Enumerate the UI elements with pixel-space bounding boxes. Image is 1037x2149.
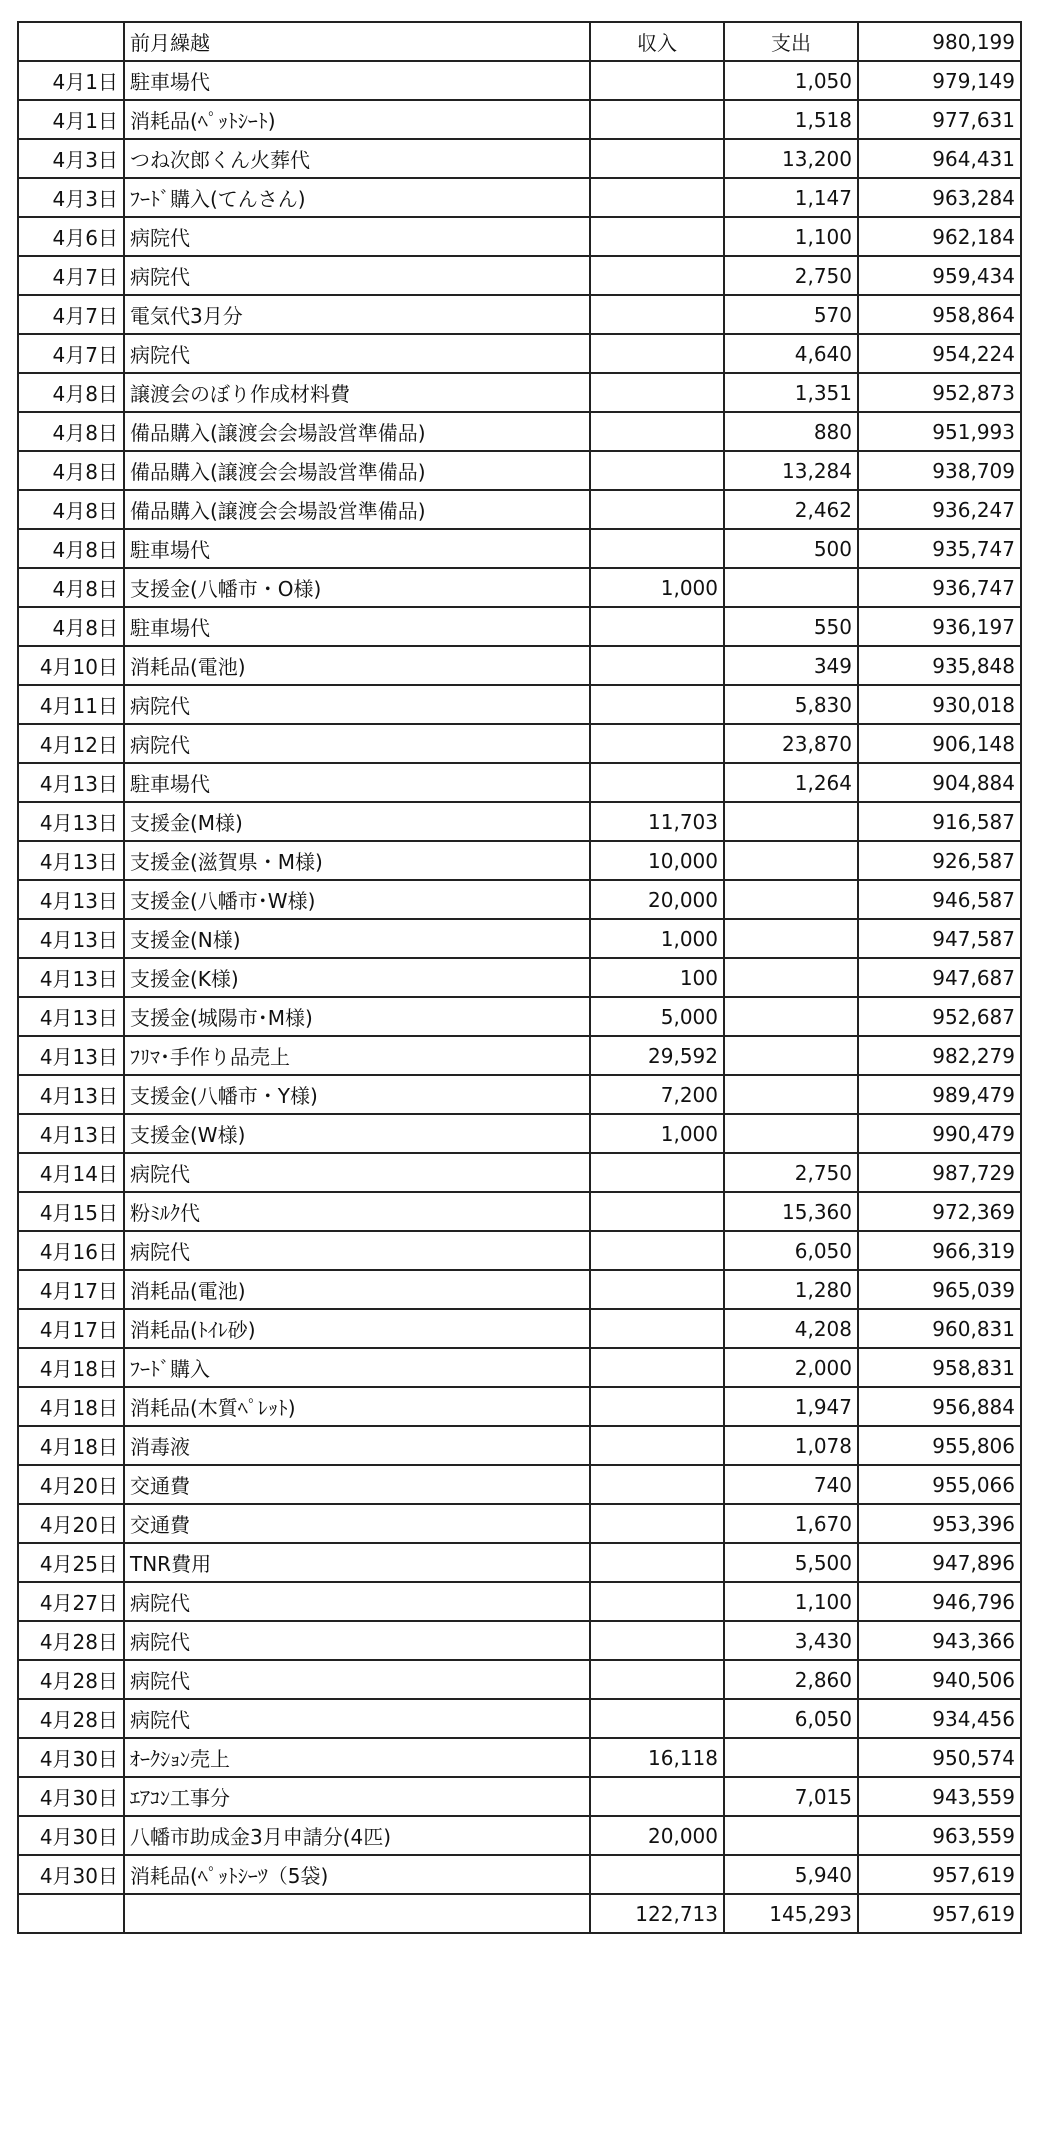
entry-expense: 6,050 [724,1231,858,1270]
entry-date: 4月13日 [18,958,124,997]
entry-description: 支援金(W様) [124,1114,590,1153]
entry-description: 支援金(M様) [124,802,590,841]
entry-income [590,1621,724,1660]
entry-balance: 940,506 [858,1660,1021,1699]
entry-date: 4月13日 [18,919,124,958]
entry-expense: 2,000 [724,1348,858,1387]
entry-date: 4月30日 [18,1816,124,1855]
entry-income: 11,703 [590,802,724,841]
entry-income: 1,000 [590,919,724,958]
entry-income [590,412,724,451]
entry-description: 支援金(八幡市・O様) [124,568,590,607]
entry-description: ｵｰｸｼｮﾝ売上 [124,1738,590,1777]
entry-expense: 2,462 [724,490,858,529]
entry-date: 4月11日 [18,685,124,724]
entry-balance: 935,848 [858,646,1021,685]
table-row [18,295,1021,334]
entry-balance: 943,559 [858,1777,1021,1816]
table-row [18,724,1021,763]
entry-expense [724,997,858,1036]
entry-date: 4月8日 [18,568,124,607]
entry-balance: 951,993 [858,412,1021,451]
entry-expense: 15,360 [724,1192,858,1231]
entry-income: 10,000 [590,841,724,880]
entry-balance: 964,431 [858,139,1021,178]
entry-expense: 3,430 [724,1621,858,1660]
entry-balance: 954,224 [858,334,1021,373]
entry-balance: 946,587 [858,880,1021,919]
entry-date: 4月3日 [18,139,124,178]
entry-expense: 6,050 [724,1699,858,1738]
table-row [18,1231,1021,1270]
entry-expense: 1,518 [724,100,858,139]
entry-income [590,1309,724,1348]
table-row [18,802,1021,841]
table-row [18,334,1021,373]
table-row [18,1660,1021,1699]
entry-description: ﾌｰﾄﾞ購入(てんさん) [124,178,590,217]
table-row [18,412,1021,451]
entry-expense: 23,870 [724,724,858,763]
entry-income: 20,000 [590,880,724,919]
ledger-table [17,21,1022,1934]
entry-balance: 950,574 [858,1738,1021,1777]
entry-expense: 5,500 [724,1543,858,1582]
entry-balance: 963,559 [858,1816,1021,1855]
entry-balance: 966,319 [858,1231,1021,1270]
entry-expense: 1,100 [724,217,858,256]
totals-label [124,1894,590,1933]
entry-balance: 963,284 [858,178,1021,217]
entry-description: 病院代 [124,685,590,724]
table-row [18,1192,1021,1231]
entry-date: 4月13日 [18,997,124,1036]
entry-description: 病院代 [124,1660,590,1699]
entry-balance: 960,831 [858,1309,1021,1348]
entry-expense: 1,351 [724,373,858,412]
table-row [18,1075,1021,1114]
table-row [18,1855,1021,1894]
table-row [18,1504,1021,1543]
entry-description: 支援金(城陽市･M様) [124,997,590,1036]
entry-date: 4月20日 [18,1465,124,1504]
entry-description: 支援金(K様) [124,958,590,997]
entry-date: 4月12日 [18,724,124,763]
entry-income: 7,200 [590,1075,724,1114]
entry-date: 4月13日 [18,802,124,841]
table-row [18,1153,1021,1192]
table-row [18,139,1021,178]
table-row [18,100,1021,139]
table-row [18,1543,1021,1582]
entry-balance: 982,279 [858,1036,1021,1075]
entry-date: 4月30日 [18,1738,124,1777]
table-row [18,880,1021,919]
entry-description: 八幡市助成金3月申請分(4匹) [124,1816,590,1855]
entry-balance: 979,149 [858,61,1021,100]
ledger-body [18,22,1021,1933]
table-row [18,607,1021,646]
entry-income [590,1777,724,1816]
entry-description: ﾌｰﾄﾞ購入 [124,1348,590,1387]
table-row [18,1621,1021,1660]
header-row [18,22,1021,61]
entry-expense [724,1114,858,1153]
entry-date: 4月8日 [18,412,124,451]
table-row [18,1816,1021,1855]
entry-date: 4月1日 [18,61,124,100]
entry-date: 4月7日 [18,295,124,334]
entry-income: 1,000 [590,1114,724,1153]
table-row [18,1387,1021,1426]
table-row [18,1036,1021,1075]
entry-balance: 972,369 [858,1192,1021,1231]
entry-income [590,490,724,529]
entry-expense: 4,640 [724,334,858,373]
entry-income [590,763,724,802]
final-balance: 957,619 [858,1894,1021,1933]
table-row [18,841,1021,880]
entry-date: 4月25日 [18,1543,124,1582]
entry-date: 4月8日 [18,373,124,412]
entry-expense: 880 [724,412,858,451]
entry-description: 交通費 [124,1465,590,1504]
entry-expense: 2,750 [724,256,858,295]
table-row [18,646,1021,685]
entry-expense: 13,284 [724,451,858,490]
entry-description: 消毒液 [124,1426,590,1465]
entry-expense: 1,147 [724,178,858,217]
entry-description: 電気代3月分 [124,295,590,334]
entry-balance: 955,066 [858,1465,1021,1504]
entry-income [590,1543,724,1582]
entry-balance: 935,747 [858,529,1021,568]
entry-description: 駐車場代 [124,607,590,646]
entry-expense [724,1036,858,1075]
entry-expense: 1,100 [724,1582,858,1621]
entry-balance: 977,631 [858,100,1021,139]
entry-description: 病院代 [124,724,590,763]
carryover-balance: 980,199 [858,22,1021,61]
table-row [18,256,1021,295]
entry-income [590,373,724,412]
entry-expense: 570 [724,295,858,334]
entry-expense: 4,208 [724,1309,858,1348]
entry-date: 4月17日 [18,1270,124,1309]
entry-date: 4月30日 [18,1777,124,1816]
entry-expense: 349 [724,646,858,685]
entry-description: ｴｱｺﾝ工事分 [124,1777,590,1816]
entry-date: 4月27日 [18,1582,124,1621]
entry-description: 病院代 [124,1582,590,1621]
entry-balance: 930,018 [858,685,1021,724]
entry-description: ﾌﾘﾏ･手作り品売上 [124,1036,590,1075]
entry-income [590,724,724,763]
entry-income [590,451,724,490]
entry-expense: 1,050 [724,61,858,100]
entry-description: 病院代 [124,1231,590,1270]
entry-date: 4月18日 [18,1387,124,1426]
table-row [18,1738,1021,1777]
carryover-label: 前月繰越 [124,22,590,61]
table-row [18,919,1021,958]
entry-balance: 904,884 [858,763,1021,802]
entry-expense: 1,078 [724,1426,858,1465]
table-row [18,958,1021,997]
entry-description: 駐車場代 [124,61,590,100]
entry-expense [724,1816,858,1855]
table-row [18,997,1021,1036]
entry-income [590,178,724,217]
table-row [18,373,1021,412]
expense-column-header: 支出 [724,22,858,61]
entry-description: 譲渡会のぼり作成材料費 [124,373,590,412]
entry-expense [724,802,858,841]
entry-balance: 989,479 [858,1075,1021,1114]
entry-balance: 952,687 [858,997,1021,1036]
entry-balance: 962,184 [858,217,1021,256]
totals-row [18,1894,1021,1933]
entry-description: 支援金(八幡市･W様) [124,880,590,919]
entry-balance: 958,864 [858,295,1021,334]
entry-date: 4月14日 [18,1153,124,1192]
entry-expense: 500 [724,529,858,568]
entry-expense: 1,947 [724,1387,858,1426]
entry-income [590,139,724,178]
entry-date: 4月13日 [18,763,124,802]
entry-date: 4月18日 [18,1348,124,1387]
entry-date: 4月8日 [18,490,124,529]
entry-date: 4月13日 [18,1036,124,1075]
entry-income [590,295,724,334]
entry-description: 病院代 [124,334,590,373]
entry-description: 備品購入(譲渡会会場設営準備品) [124,412,590,451]
entry-income [590,1348,724,1387]
entry-date: 4月15日 [18,1192,124,1231]
entry-income [590,1270,724,1309]
table-row [18,1426,1021,1465]
entry-expense [724,568,858,607]
entry-income [590,61,724,100]
entry-balance: 947,587 [858,919,1021,958]
table-row [18,1114,1021,1153]
entry-description: 支援金(N様) [124,919,590,958]
entry-income [590,1504,724,1543]
total-expense: 145,293 [724,1894,858,1933]
entry-date: 4月28日 [18,1660,124,1699]
entry-description: 駐車場代 [124,529,590,568]
entry-income [590,334,724,373]
entry-description: 消耗品(電池) [124,1270,590,1309]
entry-expense: 740 [724,1465,858,1504]
entry-description: 消耗品(電池) [124,646,590,685]
entry-description: 消耗品(木質ﾍﾟﾚｯﾄ) [124,1387,590,1426]
table-row [18,178,1021,217]
table-row [18,1699,1021,1738]
entry-income [590,685,724,724]
entry-balance: 934,456 [858,1699,1021,1738]
table-row [18,568,1021,607]
entry-expense [724,841,858,880]
entry-expense: 1,280 [724,1270,858,1309]
entry-balance: 936,247 [858,490,1021,529]
entry-expense [724,958,858,997]
entry-balance: 955,806 [858,1426,1021,1465]
entry-description: 病院代 [124,1699,590,1738]
entry-balance: 943,366 [858,1621,1021,1660]
table-row [18,529,1021,568]
entry-balance: 936,197 [858,607,1021,646]
entry-income [590,1387,724,1426]
entry-date: 4月18日 [18,1426,124,1465]
entry-balance: 965,039 [858,1270,1021,1309]
entry-description: 病院代 [124,217,590,256]
entry-expense [724,880,858,919]
entry-income: 5,000 [590,997,724,1036]
table-row [18,1582,1021,1621]
table-row [18,685,1021,724]
entry-balance: 952,873 [858,373,1021,412]
entry-balance: 957,619 [858,1855,1021,1894]
table-row [18,217,1021,256]
entry-date: 4月8日 [18,607,124,646]
entry-description: 支援金(八幡市・Y様) [124,1075,590,1114]
entry-date: 4月28日 [18,1621,124,1660]
entry-date: 4月6日 [18,217,124,256]
entry-date: 4月20日 [18,1504,124,1543]
entry-income [590,217,724,256]
entry-expense: 2,750 [724,1153,858,1192]
entry-balance: 958,831 [858,1348,1021,1387]
entry-income [590,1582,724,1621]
totals-date [18,1894,124,1933]
entry-balance: 956,884 [858,1387,1021,1426]
entry-income: 16,118 [590,1738,724,1777]
table-row [18,451,1021,490]
entry-date: 4月8日 [18,529,124,568]
entry-date: 4月1日 [18,100,124,139]
entry-date: 4月16日 [18,1231,124,1270]
entry-description: 粉ﾐﾙｸ代 [124,1192,590,1231]
entry-balance: 947,687 [858,958,1021,997]
entry-income [590,1660,724,1699]
entry-expense: 13,200 [724,139,858,178]
entry-description: 消耗品(ﾄｲﾚ砂) [124,1309,590,1348]
entry-income: 100 [590,958,724,997]
entry-expense [724,1075,858,1114]
entry-balance: 916,587 [858,802,1021,841]
entry-description: TNR費用 [124,1543,590,1582]
entry-description: つね次郎くん火葬代 [124,139,590,178]
table-row [18,61,1021,100]
entry-income [590,607,724,646]
entry-description: 病院代 [124,1153,590,1192]
entry-date: 4月8日 [18,451,124,490]
entry-expense: 5,940 [724,1855,858,1894]
entry-balance: 938,709 [858,451,1021,490]
total-income: 122,713 [590,1894,724,1933]
table-row [18,1348,1021,1387]
entry-date: 4月13日 [18,1075,124,1114]
entry-date: 4月7日 [18,334,124,373]
entry-date: 4月3日 [18,178,124,217]
entry-balance: 953,396 [858,1504,1021,1543]
entry-income [590,1192,724,1231]
entry-expense: 1,264 [724,763,858,802]
entry-expense: 7,015 [724,1777,858,1816]
entry-description: 消耗品(ﾍﾟｯﾄｼｰﾂ（5袋) [124,1855,590,1894]
entry-income [590,1465,724,1504]
entry-income: 29,592 [590,1036,724,1075]
entry-description: 備品購入(譲渡会会場設営準備品) [124,490,590,529]
entry-date: 4月30日 [18,1855,124,1894]
table-row [18,1270,1021,1309]
entry-date: 4月13日 [18,1114,124,1153]
entry-income: 1,000 [590,568,724,607]
entry-balance: 990,479 [858,1114,1021,1153]
table-row [18,763,1021,802]
entry-income [590,1153,724,1192]
entry-description: 交通費 [124,1504,590,1543]
header-date [18,22,124,61]
entry-income [590,1855,724,1894]
entry-balance: 947,896 [858,1543,1021,1582]
entry-income: 20,000 [590,1816,724,1855]
table-row [18,1309,1021,1348]
entry-balance: 946,796 [858,1582,1021,1621]
table-row [18,490,1021,529]
entry-date: 4月10日 [18,646,124,685]
entry-income [590,1231,724,1270]
entry-description: 消耗品(ﾍﾟｯﾄｼｰﾄ) [124,100,590,139]
income-column-header: 収入 [590,22,724,61]
entry-expense: 2,860 [724,1660,858,1699]
table-row [18,1465,1021,1504]
entry-date: 4月17日 [18,1309,124,1348]
entry-income [590,1699,724,1738]
entry-date: 4月7日 [18,256,124,295]
entry-expense: 5,830 [724,685,858,724]
entry-balance: 959,434 [858,256,1021,295]
entry-expense: 1,670 [724,1504,858,1543]
entry-description: 支援金(滋賀県・M様) [124,841,590,880]
entry-description: 病院代 [124,256,590,295]
entry-description: 備品購入(譲渡会会場設営準備品) [124,451,590,490]
entry-date: 4月13日 [18,880,124,919]
entry-expense [724,1738,858,1777]
entry-date: 4月13日 [18,841,124,880]
entry-balance: 906,148 [858,724,1021,763]
entry-description: 駐車場代 [124,763,590,802]
table-row [18,1777,1021,1816]
entry-income [590,256,724,295]
entry-expense: 550 [724,607,858,646]
entry-balance: 926,587 [858,841,1021,880]
entry-income [590,100,724,139]
entry-income [590,1426,724,1465]
entry-expense [724,919,858,958]
entry-income [590,646,724,685]
entry-date: 4月28日 [18,1699,124,1738]
entry-income [590,529,724,568]
entry-description: 病院代 [124,1621,590,1660]
entry-balance: 987,729 [858,1153,1021,1192]
entry-balance: 936,747 [858,568,1021,607]
